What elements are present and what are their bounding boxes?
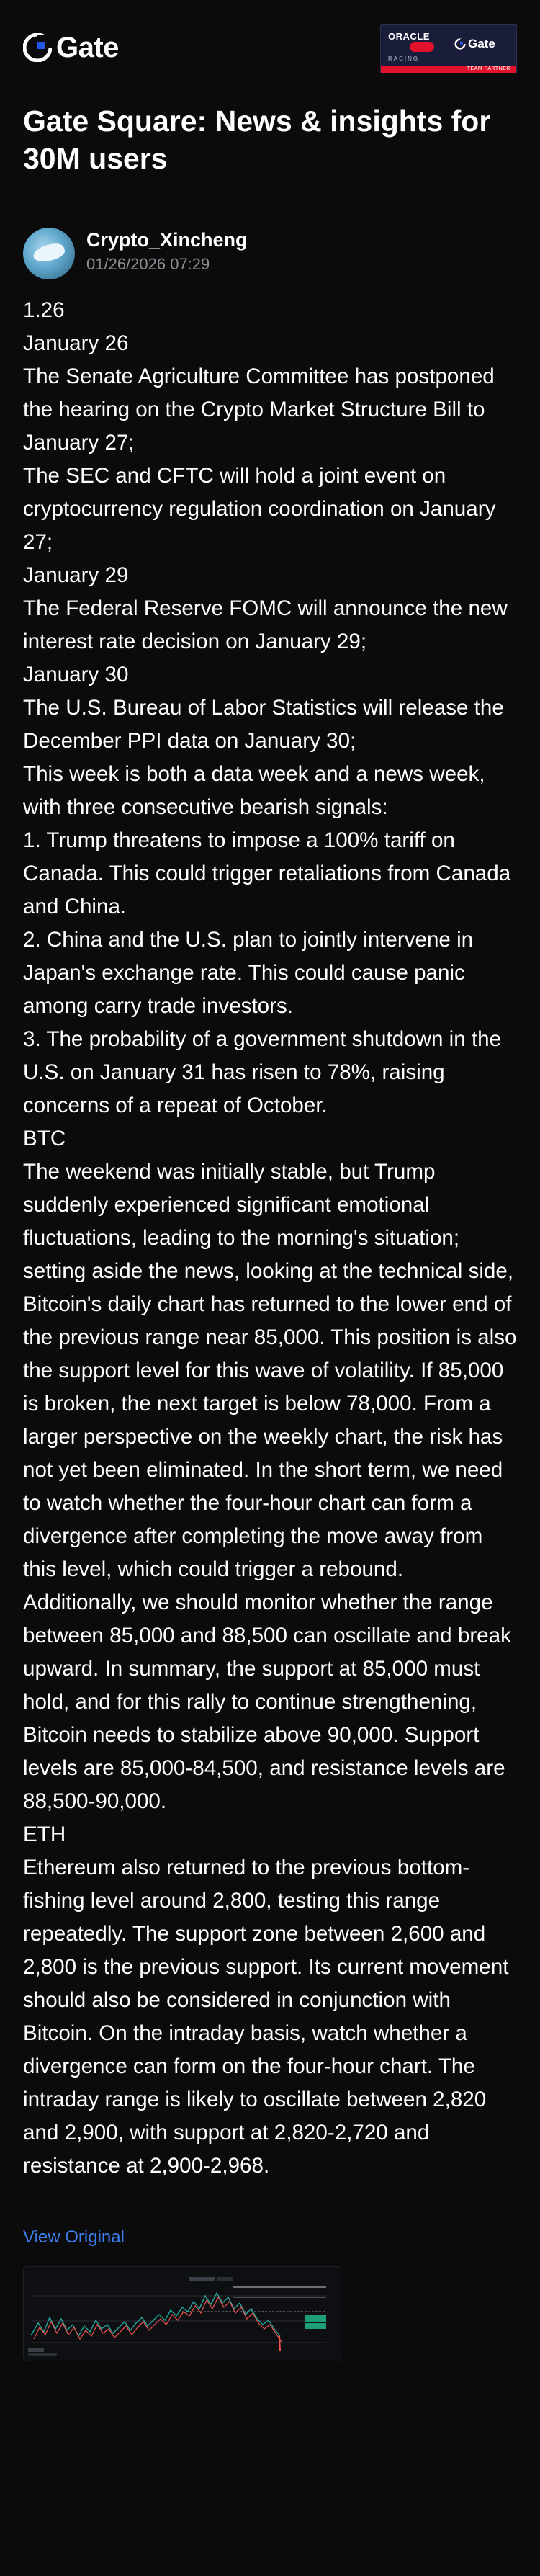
site-header [0,0,540,101]
post-body [23,294,520,2183]
candlestick-chart-thumbnail [24,2267,341,2361]
post-paragraph: The weekend was initially stable, but Trump suddenly experienced significant emotional fluctuations, leading to the morning's situation; setting aside the news, looking at the technical side, Bitcoin's daily chart has returned to the lower end of the previous range near 85,000. This position is also the support level for this wave of volatility. If 85,000 is broken, the next target is below 78,000. From a larger perspective on the weekly chart, the risk has not yet been eliminated. In the short term, we need to watch whether the four-hour chart can form a divergence after completing the move away from this level, which could trigger a rebound. Additionally, we should monitor whether the range between 85,000 and 88,500 can oscillate and break upward. In summary, the support at 85,000 must hold, and for this rally to continue strengthening, Bitcoin needs to stabilize above 90,000. Support levels are 85,000-84,500, and resistance levels are 88,500-90,000. [23,1160,517,1813]
red-bull-logo-icon [410,42,434,52]
logo-text: Gate [56,31,119,63]
partner-gate-text: Gate [468,37,495,50]
partner-banner[interactable] [380,24,517,73]
post-paragraph: Ethereum also returned to the previous bottom-fishing level around 2,800, testing this range repeatedly. The support zone between 2,600 and 2,800 is the previous support. Its current movement should also be considered in conjunction with Bitcoin. On the intraday basis, watch whether a divergence can form on the four-hour chart. The intraday range is likely to oscillate between 2,820 and 2,900, with support at 2,820-2,720 and resistance at 2,900-2,968. [23,1856,509,2178]
post-paragraph: ETH [23,1823,66,1846]
author-name[interactable]: Crypto_Xincheng [86,229,248,251]
post-paragraph: 1.26 [23,298,65,322]
post-paragraph: January 29 [23,563,129,587]
view-original-link[interactable]: View Original [23,2227,125,2247]
post-paragraph: January 26 [23,331,129,355]
post-paragraph: 1. Trump threatens to impose a 100% tariff on Canada. This could trigger retaliations from Canada and China. [23,828,511,918]
gate-logo-icon [23,33,52,62]
gate-logo[interactable] [23,32,119,63]
partner-oracle-text: ORACLE [388,31,430,42]
post-paragraph: The Federal Reserve FOMC will announce the new interest rate decision on January 29; [23,596,508,653]
post-image-chart[interactable] [23,2266,341,2361]
partner-gate-logo [454,37,495,51]
post-paragraph: BTC [23,1127,66,1150]
post-paragraph: 2. China and the U.S. plan to jointly intervene in Japan's exchange rate. This could cause panic among carry trade investors. [23,928,474,1018]
partner-racing-text: RACING [388,55,420,62]
post-timestamp: 01/26/2026 07:29 [86,255,210,273]
avatar-image [32,241,67,266]
partner-tagline: TEAM PARTNER [467,66,510,71]
author-row[interactable] [23,228,513,282]
post-paragraph: The U.S. Bureau of Labor Statistics will release the December PPI data on January 30; [23,696,504,753]
post-paragraph: This week is both a data week and a news week, with three consecutive bearish signals: [23,762,485,819]
avatar[interactable] [23,228,75,279]
page-title: Gate Square: News & insights for 30M users [23,104,491,175]
post-paragraph: The Senate Agriculture Committee has postponed the hearing on the Crypto Market Structure Bill to January 27; [23,365,495,455]
post-paragraph: January 30 [23,663,129,687]
post-paragraph: 3. The probability of a government shutdown in the U.S. on January 31 has risen to 78%, raising concerns of a repeat of October. [23,1027,502,1117]
partner-red-bar [381,66,516,73]
post-paragraph: The SEC and CFTC will hold a joint event on cryptocurrency regulation coordination on January 27; [23,464,496,554]
gate-small-icon [454,38,466,50]
